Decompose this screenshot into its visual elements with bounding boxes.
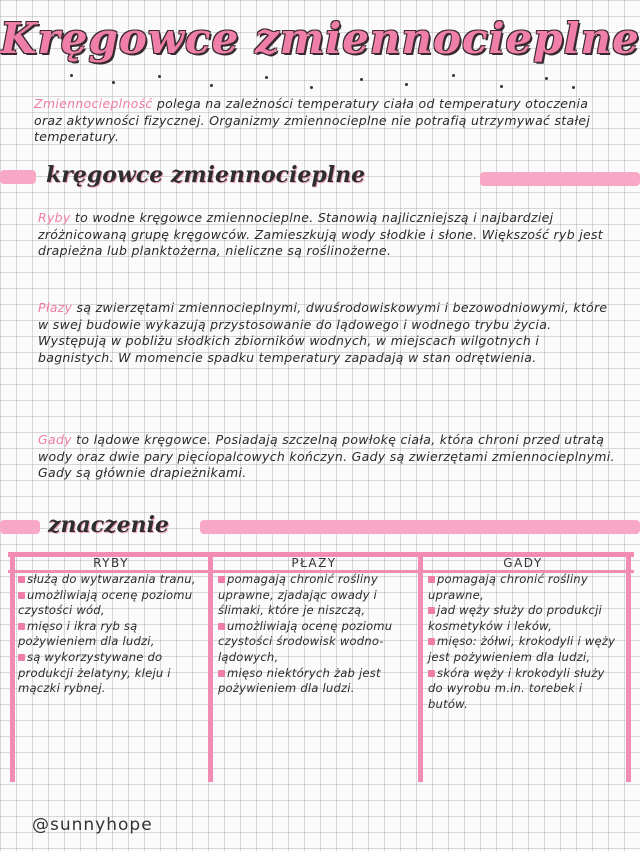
- amphibians-text: są zwierzętami zmiennocieplnymi, dwuśrodowiskowymi i bezowodniowymi, które w swej budowie wykazują przystosowanie do lądowego i wodnego trybu życia. Występują w pobliżu słodkich zbiorników wodnych, w miejscach wilgotnych i bagnistych. W momencie spadku temperatury zapadają w stan odrętwienia.: [38, 300, 608, 365]
- reptiles-paragraph: [38, 432, 628, 482]
- intro-text: polega na zależności temperatury ciała od temperatury otoczenia oraz aktywności fizycznej. Organizmy zmiennocieplne nie potrafią utrzymywać stałej temperatury.: [34, 96, 591, 144]
- list-item: umożliwiają ocenę poziomu czystości środowisk wodno-lądowych,: [218, 618, 393, 664]
- intro-paragraph: [34, 96, 614, 146]
- column-amphibians: [218, 572, 414, 697]
- column-reptiles: [428, 572, 622, 712]
- page-title: Kręgowce zmiennocieplne: [0, 14, 640, 63]
- amphibians-term: Płazy: [38, 300, 73, 315]
- list-item: są wykorzystywane do produkcji żelatyny, kleju i mączki rybnej.: [18, 649, 171, 696]
- column-header-reptiles: GADY: [503, 556, 543, 570]
- title-decoration-dots: [60, 72, 580, 92]
- column-header-fish: RYBY: [93, 556, 129, 570]
- heading2-highlight-left: [0, 520, 40, 534]
- list-item: pomagają chronić rośliny uprawne, zjadając owady i ślimaki, które je niszczą,: [218, 572, 378, 618]
- list-item: mięso: żółwi, krokodyli i węży jest pożywieniem dla ludzi,: [428, 634, 616, 664]
- section-heading-vertebrates: kręgowce zmiennocieplne: [46, 162, 366, 188]
- section-heading-importance: znaczenie: [48, 512, 169, 538]
- importance-table: [8, 552, 634, 782]
- list-item: służą do wytwarzania tranu,: [18, 572, 204, 588]
- list-item: skóra węży i krokodyli służy do wyrobu m.in. torebek i butów.: [428, 665, 605, 711]
- table-left-border: [10, 552, 15, 782]
- heading-highlight-right: [480, 172, 640, 186]
- list-item: umożliwiają ocenę poziomu czystości wód,: [18, 587, 193, 618]
- column-header-amphibians: PŁAZY: [291, 556, 337, 570]
- reptiles-term: Gady: [38, 432, 72, 447]
- list-item: pomagają chronić rośliny uprawne,: [428, 572, 588, 602]
- list-item: mięso i ikra ryb są pożywieniem dla ludzi,: [18, 618, 155, 649]
- author-signature: @sunnyhope: [32, 815, 153, 835]
- table-divider-2: [418, 552, 423, 782]
- fish-paragraph: [38, 210, 608, 260]
- fish-term: Ryby: [38, 210, 71, 225]
- table-right-border: [626, 552, 631, 782]
- table-divider-1: [208, 552, 213, 782]
- reptiles-text: to lądowe kręgowce. Posiadają szczelną powłokę ciała, która chroni przed utratą wody oraz dwie pary pięciopalcowych kończyn. Gady są zwierzętami zmiennocieplnymi. Gady są głównie drapieżnikami.: [38, 432, 615, 480]
- heading2-highlight-right: [200, 520, 640, 534]
- list-item: jad węży służy do produkcji kosmetyków i leków,: [428, 603, 602, 633]
- heading-highlight-left: [0, 170, 36, 184]
- amphibians-paragraph: [38, 300, 613, 366]
- fish-text: to wodne kręgowce zmiennocieplne. Stanowią najliczniejszą i najbardziej zróżnicowaną grupę kręgowców. Zamieszkują wody słodkie i słone. Większość ryb jest drapieżna lub planktożerna, nieliczne są roślinożerne.: [38, 210, 603, 258]
- intro-term: Zmiennocieplność: [34, 96, 153, 111]
- list-item: mięso niektórych żab jest pożywieniem dla ludzi.: [218, 665, 381, 696]
- column-fish: [18, 572, 204, 697]
